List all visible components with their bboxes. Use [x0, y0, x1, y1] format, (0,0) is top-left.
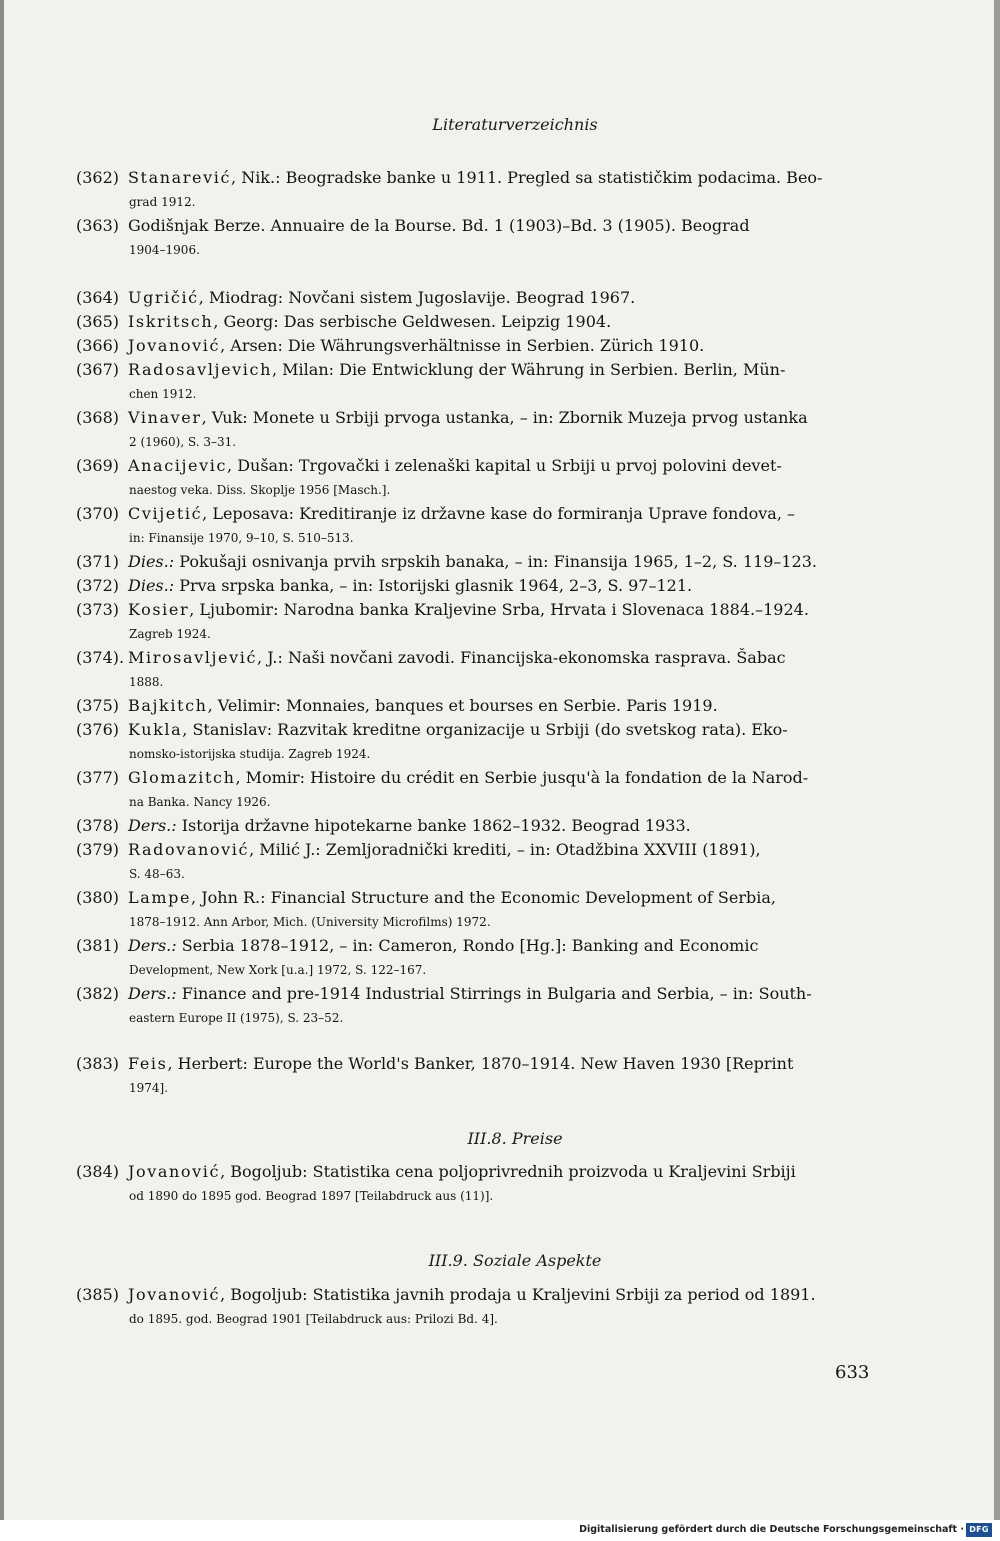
entry-line — [76, 1076, 862, 1100]
entry-line — [76, 670, 862, 694]
entry-author: Bajkitch — [128, 696, 208, 715]
entry-text: grad 1912. — [129, 195, 196, 209]
entry-text: , Herbert: Europe the World's Banker, 1870–1914. New Haven 1930 [Reprint — [167, 1054, 794, 1073]
running-header: Literaturverzeichnis — [432, 115, 598, 134]
entry-author: Jovanović — [128, 1162, 221, 1181]
scan-edge-right — [994, 0, 1000, 1520]
bibliography-entry — [76, 406, 862, 454]
entry-line — [76, 1283, 862, 1307]
entry-number: (377) — [76, 768, 120, 787]
entry-text: , Bogoljub: Statistika cena poljoprivrednih proizvoda u Kraljevini Srbiji — [220, 1162, 796, 1181]
entry-author: Kosier — [128, 600, 190, 619]
entry-text: , Miodrag: Novčani sistem Jugoslavije. Beograd 1967. — [198, 288, 636, 307]
entry-number: (383) — [76, 1054, 120, 1073]
footer-credit: Digitalisierung gefördert durch die Deutsche Forschungsgemeinschaft · — [579, 1524, 964, 1535]
section-heading-preise: III.8. Preise — [467, 1129, 563, 1148]
section-heading-soziale: III.9. Soziale Aspekte — [428, 1251, 602, 1270]
entry-line — [76, 766, 862, 790]
entry-line — [76, 1184, 862, 1208]
entry-text: na Banka. Nancy 1926. — [129, 795, 271, 809]
entry-text: Godišnjak Berze. Annuaire de la Bourse. Bd. 1 (1903)–Bd. 3 (1905). Beograd — [128, 216, 750, 235]
entry-text: , Vuk: Monete u Srbiji prvoga ustanka, – in: Zbornik Muzeja prvog ustanka — [201, 408, 808, 427]
entry-line — [76, 502, 862, 526]
entry-line — [76, 1307, 862, 1331]
bibliography-entry — [76, 286, 862, 310]
entry-text: 1974]. — [129, 1081, 169, 1095]
bibliography-entry — [76, 646, 862, 694]
bibliography-entry — [76, 934, 862, 982]
entry-line — [76, 838, 862, 862]
entry-line — [76, 478, 862, 502]
entry-author: Ugričić — [128, 288, 199, 307]
entry-author: Feis — [128, 1054, 168, 1073]
entry-text: , Velimir: Monnaies, banques et bourses en Serbie. Paris 1919. — [207, 696, 718, 715]
entry-number: (382) — [76, 984, 120, 1003]
entry-text: , Georg: Das serbische Geldwesen. Leipzig 1904. — [213, 312, 612, 331]
entry-line — [76, 934, 862, 958]
entry-line — [76, 958, 862, 982]
entry-line — [76, 430, 862, 454]
entry-text: , Arsen: Die Währungsverhältnisse in Serbien. Zürich 1910. — [220, 336, 705, 355]
entry-text: Zagreb 1924. — [129, 627, 211, 641]
entry-line — [76, 1052, 862, 1076]
entry-text: , J.: Naši novčani zavodi. Financijska-ekonomska rasprava. Šabac — [257, 648, 786, 667]
entry-number: (365) — [76, 312, 120, 331]
entry-author: Iskritsch — [128, 312, 214, 331]
entry-text: Pokušaji osnivanja prvih srpskih banaka, – in: Finansija 1965, 1–2, S. 119–123. — [174, 552, 817, 571]
entry-text: S. 48–63. — [129, 867, 185, 881]
entry-line — [76, 718, 862, 742]
page-number: 633 — [835, 1362, 870, 1383]
entry-line — [76, 214, 862, 238]
entry-line — [76, 550, 862, 574]
entry-number: (379) — [76, 840, 120, 859]
entry-text: nomsko-istorijska studija. Zagreb 1924. — [129, 747, 371, 761]
entry-number: (367) — [76, 360, 120, 379]
bibliography-entry — [76, 358, 862, 406]
entry-line — [76, 310, 862, 334]
bibliography-entry — [76, 166, 862, 214]
bibliography-entry — [76, 214, 862, 262]
entry-line — [76, 454, 862, 478]
entry-line — [76, 238, 862, 262]
entry-number: (376) — [76, 720, 120, 739]
entry-author: Dies.: — [128, 552, 175, 571]
entry-author: Kukla — [128, 720, 183, 739]
entry-number: (370) — [76, 504, 120, 523]
bibliography-entry — [76, 1052, 862, 1100]
entry-text: 1888. — [129, 675, 164, 689]
entry-text: 1904–1906. — [129, 243, 200, 257]
bibliography-entry — [76, 814, 862, 838]
entry-number: (364) — [76, 288, 120, 307]
entry-text: Serbia 1878–1912, – in: Cameron, Rondo [Hg.]: Banking and Economic — [176, 936, 759, 955]
entry-author: Cvijetić — [128, 504, 203, 523]
entry-author: Ders.: — [128, 816, 177, 835]
entry-text: od 1890 do 1895 god. Beograd 1897 [Teilabdruck aus (11)]. — [129, 1189, 494, 1203]
entry-text: chen 1912. — [129, 387, 197, 401]
entry-number: (375) — [76, 696, 120, 715]
entry-number: (374). — [76, 648, 125, 667]
bibliography-entry — [76, 598, 862, 646]
entry-text: , Leposava: Kreditiranje iz državne kase do formiranja Uprave fondova, – — [202, 504, 795, 523]
entry-line — [76, 526, 862, 550]
entry-author: Lampe — [128, 888, 192, 907]
entry-author: Radosavljevich — [128, 360, 272, 379]
bibliography-entry — [76, 766, 862, 814]
entry-number: (366) — [76, 336, 120, 355]
entry-text: 1878–1912. Ann Arbor, Mich. (University Microfilms) 1972. — [129, 915, 491, 929]
bibliography-entry — [76, 574, 862, 598]
entry-line — [76, 694, 862, 718]
entry-text: , Bogoljub: Statistika javnih prodaja u Kraljevini Srbiji za period od 1891. — [220, 1285, 816, 1304]
entry-line — [76, 286, 862, 310]
entry-line — [76, 646, 862, 670]
entry-number: (363) — [76, 216, 120, 235]
dfg-logo-icon: DFG — [966, 1523, 992, 1537]
entry-number: (385) — [76, 1285, 120, 1304]
entry-text: , John R.: Financial Structure and the Economic Development of Serbia, — [191, 888, 776, 907]
bibliography-entry — [76, 454, 862, 502]
entry-author: Jovanović — [128, 1285, 221, 1304]
entry-line — [76, 1006, 862, 1030]
bibliography-entry — [76, 502, 862, 550]
entry-text: Finance and pre-1914 Industrial Stirrings in Bulgaria and Serbia, – in: South- — [176, 984, 812, 1003]
entry-author: Anacijevic — [128, 456, 228, 475]
entry-author: Vinaver — [128, 408, 202, 427]
entry-text: , Milan: Die Entwicklung der Währung in Serbien. Berlin, Mün- — [272, 360, 786, 379]
entry-line — [76, 862, 862, 886]
entry-author: Radovanović — [128, 840, 250, 859]
entry-text: , Milić J.: Zemljoradnički krediti, – in: Otadžbina XXVIII (1891), — [249, 840, 761, 859]
entry-text: , Dušan: Trgovački i zelenaški kapital u Srbiji u prvoj polovini devet- — [227, 456, 782, 475]
entry-number: (362) — [76, 168, 120, 187]
entry-number: (369) — [76, 456, 120, 475]
entry-text: Istorija državne hipotekarne banke 1862–1932. Beograd 1933. — [176, 816, 691, 835]
entry-author: Mirosavljević — [128, 648, 258, 667]
entry-number: (372) — [76, 576, 120, 595]
entry-author: Stanarević — [128, 168, 232, 187]
entry-line — [76, 382, 862, 406]
entry-line — [76, 622, 862, 646]
entry-line — [76, 406, 862, 430]
entry-number: (384) — [76, 1162, 120, 1181]
entry-text: , Nik.: Beogradske banke u 1911. Pregled sa statističkim podacima. Beo- — [231, 168, 823, 187]
entry-author: Glomazitch — [128, 768, 236, 787]
entry-text: do 1895. god. Beograd 1901 [Teilabdruck aus: Prilozi Bd. 4]. — [129, 1312, 498, 1326]
bibliography-entry — [76, 550, 862, 574]
entry-text: , Stanislav: Razvitak kreditne organizacije u Srbiji (do svetskog rata). Eko- — [182, 720, 788, 739]
entry-text: , Momir: Histoire du crédit en Serbie jusqu'à la fondation de la Narod- — [235, 768, 809, 787]
entry-number: (381) — [76, 936, 120, 955]
bibliography-entry — [76, 886, 862, 934]
bibliography-entry — [76, 694, 862, 718]
bibliography-entry — [76, 1160, 862, 1208]
entry-line — [76, 574, 862, 598]
entry-author: Jovanović — [128, 336, 221, 355]
entry-text: 2 (1960), S. 3–31. — [129, 435, 237, 449]
entry-author: Dies.: — [128, 576, 175, 595]
entry-number: (373) — [76, 600, 120, 619]
bibliography-entry — [76, 1283, 862, 1331]
entry-text: , Ljubomir: Narodna banka Kraljevine Srba, Hrvata i Slovenaca 1884.–1924. — [189, 600, 809, 619]
entry-line — [76, 334, 862, 358]
entry-line — [76, 742, 862, 766]
entry-text: in: Finansije 1970, 9–10, S. 510–513. — [129, 531, 354, 545]
entry-line — [76, 190, 862, 214]
entry-author: Ders.: — [128, 984, 177, 1003]
entry-author: Ders.: — [128, 936, 177, 955]
entry-line — [76, 790, 862, 814]
entry-text: naestog veka. Diss. Skoplje 1956 [Masch.]. — [129, 483, 391, 497]
entry-text: Development, New Xork [u.a.] 1972, S. 122–167. — [129, 963, 427, 977]
bibliography-entry — [76, 310, 862, 334]
entry-text: eastern Europe II (1975), S. 23–52. — [129, 1011, 344, 1025]
entry-line — [76, 358, 862, 382]
entry-number: (371) — [76, 552, 120, 571]
entry-line — [76, 886, 862, 910]
entry-number: (380) — [76, 888, 120, 907]
entry-number: (368) — [76, 408, 120, 427]
entry-line — [76, 166, 862, 190]
entry-line — [76, 814, 862, 838]
entry-line — [76, 598, 862, 622]
entry-line — [76, 910, 862, 934]
entry-number: (378) — [76, 816, 120, 835]
bibliography-entry — [76, 838, 862, 886]
bibliography-entry — [76, 718, 862, 766]
entry-line — [76, 982, 862, 1006]
entry-text: Prva srpska banka, – in: Istorijski glasnik 1964, 2–3, S. 97–121. — [174, 576, 693, 595]
bibliography-entry — [76, 982, 862, 1030]
scan-edge-left — [0, 0, 4, 1520]
bibliography-entry — [76, 334, 862, 358]
entry-line — [76, 1160, 862, 1184]
